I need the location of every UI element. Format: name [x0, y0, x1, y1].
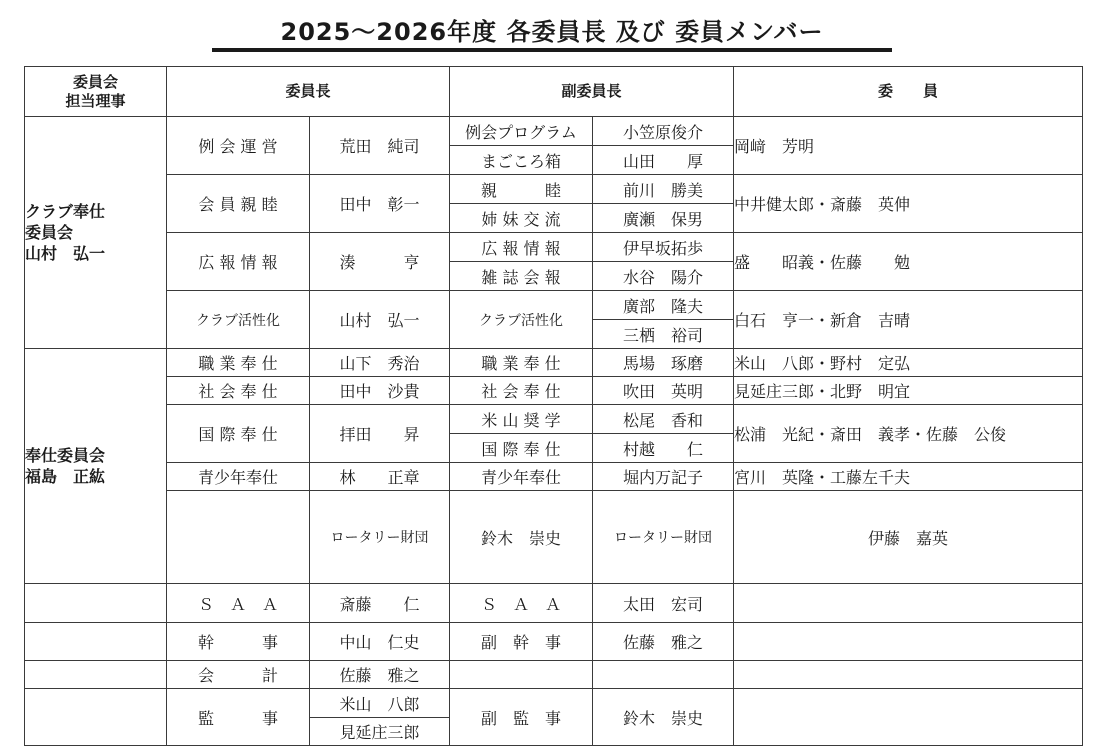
vice-role: 姉 妹 交 流 — [450, 204, 593, 233]
committee-name: ロータリー財団 — [310, 491, 450, 584]
committee-name: 会 員 親 睦 — [167, 175, 310, 233]
member-names: 中井健太郎・斎藤 英伸 — [734, 175, 1083, 233]
vice-name: 堀内万記子 — [593, 463, 734, 491]
vice-name: 佐藤 雅之 — [593, 623, 734, 661]
vice-role: 副 監 事 — [450, 689, 593, 746]
vice-name: 廣瀬 保男 — [593, 204, 734, 233]
group-service: 奉仕委員会 福島 正紘 — [25, 349, 167, 584]
empty-director-cell — [25, 689, 167, 746]
chair-name: 鈴木 崇史 — [450, 491, 593, 584]
table-row — [25, 349, 1083, 377]
empty-director-cell — [25, 661, 167, 689]
vice-name: 水谷 陽介 — [593, 262, 734, 291]
table-row — [25, 117, 1083, 146]
table-row — [25, 584, 1083, 623]
vice-role: ロータリー財団 — [593, 491, 734, 584]
vice-role: 雑 誌 会 報 — [450, 262, 593, 291]
empty-director-cell — [167, 491, 310, 584]
member-names: 岡﨑 芳明 — [734, 117, 1083, 175]
member-names — [734, 584, 1083, 623]
vice-role: 副 幹 事 — [450, 623, 593, 661]
vice-name: 馬場 琢磨 — [593, 349, 734, 377]
empty-director-cell — [25, 623, 167, 661]
vice-name: 鈴木 崇史 — [593, 689, 734, 746]
chair-name: 山村 弘一 — [310, 291, 450, 349]
vice-role: 例会プログラム — [450, 117, 593, 146]
member-names: 盛 昭義・佐藤 勉 — [734, 233, 1083, 291]
committee-name: 監 事 — [167, 689, 310, 746]
chair-name: 佐藤 雅之 — [310, 661, 450, 689]
committee-name: クラブ活性化 — [167, 291, 310, 349]
vice-name: 伊早坂拓歩 — [593, 233, 734, 262]
committee-name: 社 会 奉 仕 — [167, 377, 310, 405]
committee-name: 例 会 運 営 — [167, 117, 310, 175]
empty-vice-name-cell — [593, 661, 734, 689]
table-row — [25, 463, 1083, 491]
vice-role: クラブ活性化 — [450, 291, 593, 349]
member-names — [734, 623, 1083, 661]
chair-name: 見延庄三郎 — [310, 718, 450, 746]
header-vice-chair: 副委員長 — [450, 67, 734, 117]
table-row — [25, 233, 1083, 262]
member-names: 松浦 光紀・斎田 義孝・佐藤 公俊 — [734, 405, 1083, 463]
vice-role: 職 業 奉 仕 — [450, 349, 593, 377]
table-row — [25, 623, 1083, 661]
member-names: 米山 八郎・野村 定弘 — [734, 349, 1083, 377]
empty-members-cell — [734, 689, 1083, 746]
vice-role: まごころ箱 — [450, 146, 593, 175]
header-chair: 委員長 — [167, 67, 450, 117]
table-row — [25, 491, 1083, 584]
empty-members-cell — [734, 661, 1083, 689]
header-committee-director: 委員会 担当理事 — [25, 67, 167, 117]
table-row — [25, 377, 1083, 405]
chair-name: 拝田 昇 — [310, 405, 450, 463]
committee-name: Ｓ Ａ Ａ — [167, 584, 310, 623]
group-club-service: クラブ奉仕 委員会 山村 弘一 — [25, 117, 167, 349]
chair-name: 米山 八郎 — [310, 689, 450, 718]
vice-role: 社 会 奉 仕 — [450, 377, 593, 405]
vice-role: 青少年奉仕 — [450, 463, 593, 491]
title-underline — [212, 48, 892, 52]
committee-roster-table — [24, 66, 1083, 746]
vice-role: Ｓ Ａ Ａ — [450, 584, 593, 623]
vice-name: 前川 勝美 — [593, 175, 734, 204]
committee-name: 職 業 奉 仕 — [167, 349, 310, 377]
committee-name: 広 報 情 報 — [167, 233, 310, 291]
vice-role: 親 睦 — [450, 175, 593, 204]
empty-vice-role-cell — [450, 661, 593, 689]
chair-name: 荒田 純司 — [310, 117, 450, 175]
vice-name: 太田 宏司 — [593, 584, 734, 623]
chair-name: 斎藤 仁 — [310, 584, 450, 623]
member-names: 見延庄三郎・北野 明宜 — [734, 377, 1083, 405]
vice-role: 国 際 奉 仕 — [450, 434, 593, 463]
table-row — [25, 291, 1083, 320]
vice-role: 米 山 奨 学 — [450, 405, 593, 434]
vice-name: 廣部 隆夫 — [593, 291, 734, 320]
vice-role: 広 報 情 報 — [450, 233, 593, 262]
page-title: 2025～2026年度 各委員長 及び 委員メンバー — [280, 18, 824, 46]
member-names: 宮川 英隆・工藤左千夫 — [734, 463, 1083, 491]
committee-name: 国 際 奉 仕 — [167, 405, 310, 463]
chair-name: 田中 彰一 — [310, 175, 450, 233]
committee-name: 青少年奉仕 — [167, 463, 310, 491]
header-row — [25, 67, 1083, 117]
chair-name: 田中 沙貴 — [310, 377, 450, 405]
table-row — [25, 405, 1083, 434]
vice-name: 伊藤 嘉英 — [734, 491, 1083, 584]
vice-name: 吹田 英明 — [593, 377, 734, 405]
chair-name: 湊 亨 — [310, 233, 450, 291]
table-row — [25, 175, 1083, 204]
committee-name: 幹 事 — [167, 623, 310, 661]
vice-name: 松尾 香和 — [593, 405, 734, 434]
member-names: 白石 亨一・新倉 吉晴 — [734, 291, 1083, 349]
vice-name: 村越 仁 — [593, 434, 734, 463]
chair-name: 林 正章 — [310, 463, 450, 491]
table-row — [25, 689, 1083, 718]
vice-name: 小笠原俊介 — [593, 117, 734, 146]
committee-name: 会 計 — [167, 661, 310, 689]
chair-name: 中山 仁史 — [310, 623, 450, 661]
vice-name: 三栖 裕司 — [593, 320, 734, 349]
empty-director-cell — [25, 584, 167, 623]
header-members: 委 員 — [734, 67, 1083, 117]
table-row — [25, 661, 1083, 689]
vice-name: 山田 厚 — [593, 146, 734, 175]
chair-name: 山下 秀治 — [310, 349, 450, 377]
